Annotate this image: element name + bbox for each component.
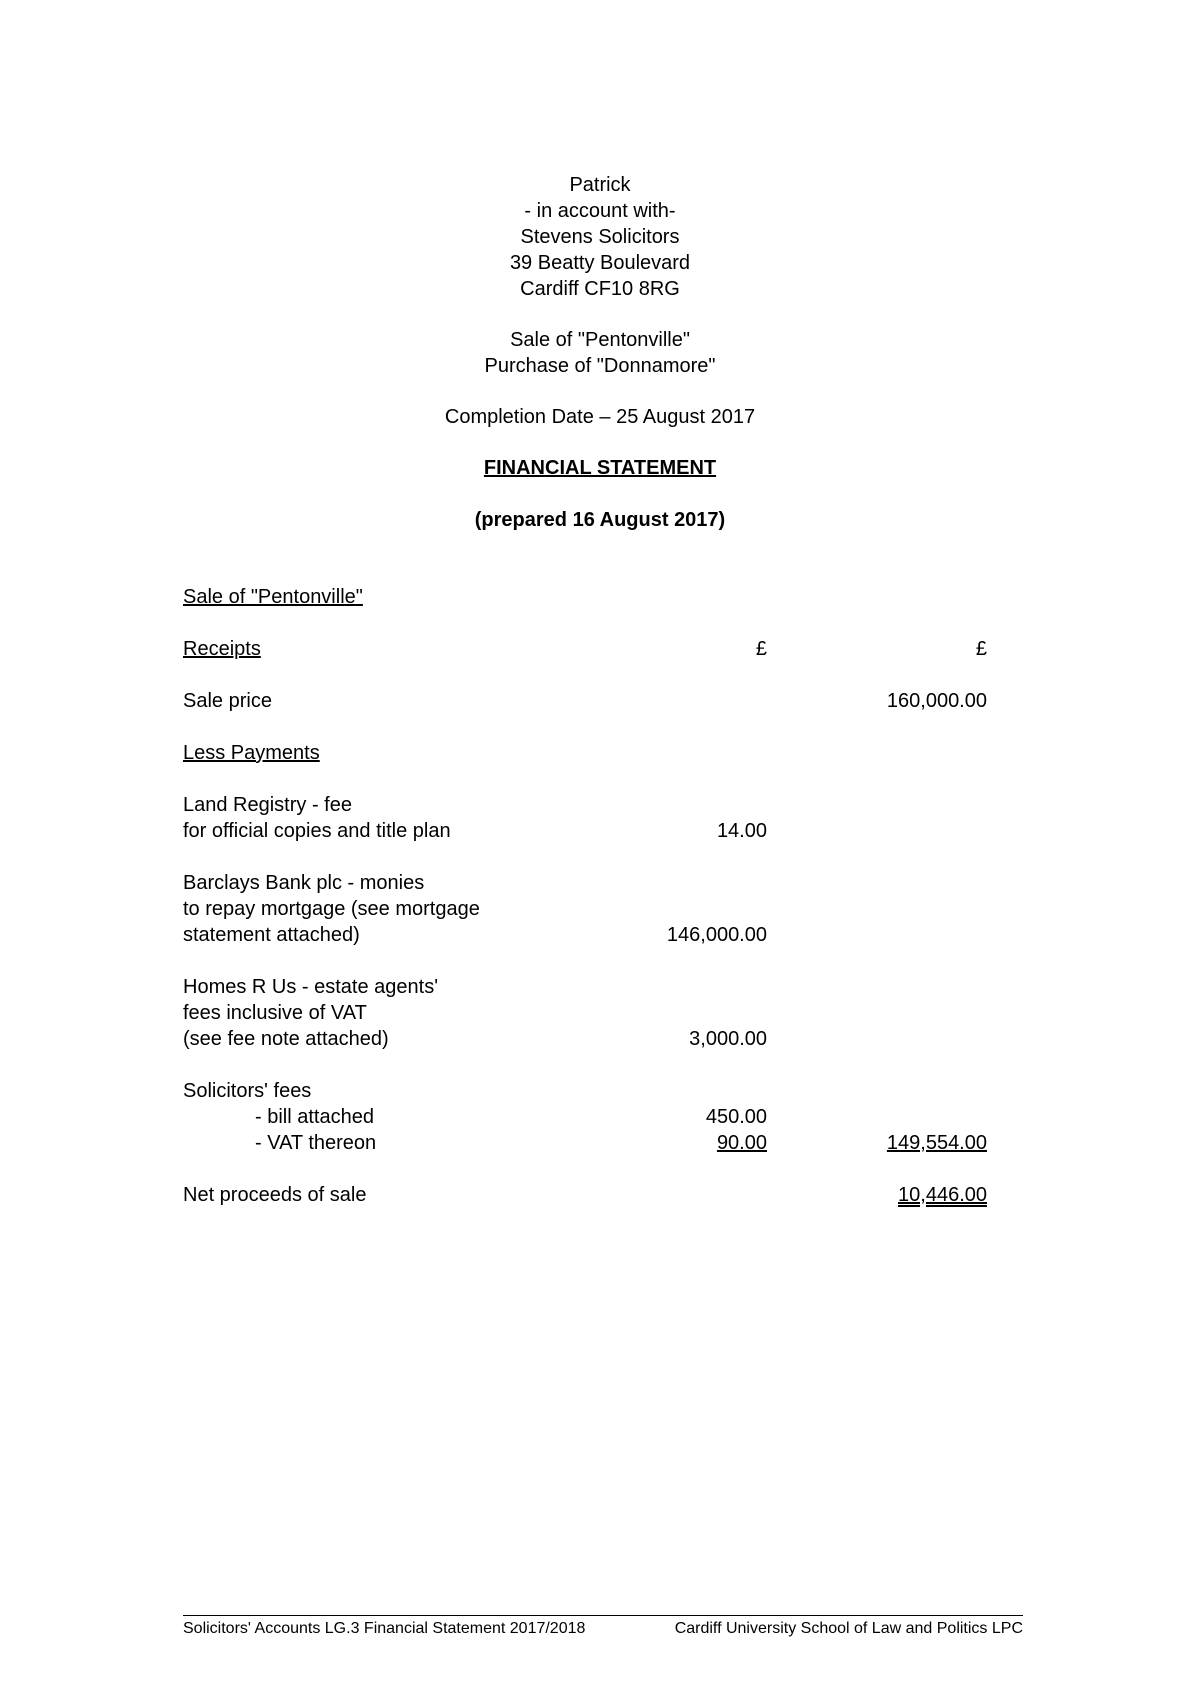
- total-payments-amount: 149,554.00: [886, 1132, 987, 1154]
- land-registry-line2: for official copies and title plan: [183, 820, 451, 842]
- estate-agents-line1: Homes R Us - estate agents': [183, 976, 439, 998]
- section-heading: Sale of "Pentonville": [183, 586, 363, 608]
- land-registry-amount: 14.00: [716, 820, 767, 842]
- footer-right: Cardiff University School of Law and Politics LPC: [674, 1620, 1023, 1637]
- footer-rule: [183, 1615, 1023, 1616]
- firm-address-line1: 39 Beatty Boulevard: [509, 252, 691, 274]
- firm-name: Stevens Solicitors: [520, 226, 680, 248]
- completion-date: Completion Date – 25 August 2017: [444, 406, 756, 428]
- estate-agents-line3: (see fee note attached): [183, 1028, 389, 1050]
- matter-sale: Sale of "Pentonville": [510, 329, 690, 351]
- sale-price-label: Sale price: [183, 690, 272, 712]
- firm-address-line2: Cardiff CF10 8RG: [520, 278, 680, 300]
- statement-title: FINANCIAL STATEMENT: [483, 457, 717, 479]
- sale-price-amount: 160,000.00: [886, 690, 987, 712]
- net-proceeds-amount: 10,446.00: [898, 1184, 987, 1206]
- solicitors-fees-label: Solicitors' fees: [183, 1080, 312, 1102]
- client-name: Patrick: [569, 174, 631, 196]
- barclays-line1: Barclays Bank plc - monies: [183, 872, 425, 894]
- matter-purchase: Purchase of "Donnamore": [484, 355, 716, 377]
- statement-header: [0, 172, 1200, 302]
- estate-agents-line2: fees inclusive of VAT: [183, 1002, 367, 1024]
- vat-amount: 90.00: [716, 1132, 767, 1154]
- in-account-with: - in account with-: [524, 200, 676, 222]
- bill-amount: 450.00: [705, 1106, 767, 1128]
- currency-col2: £: [975, 638, 987, 660]
- matter-block: [0, 327, 1200, 379]
- receipts-heading: Receipts: [183, 638, 261, 660]
- bill-attached-label: - bill attached: [255, 1106, 374, 1128]
- land-registry-line1: Land Registry - fee: [183, 794, 352, 816]
- currency-col1: £: [755, 638, 767, 660]
- barclays-amount: 146,000.00: [666, 924, 767, 946]
- vat-thereon-label: - VAT thereon: [255, 1132, 377, 1154]
- title-block: [0, 455, 1200, 481]
- prepared-block: [0, 507, 1200, 533]
- prepared-date: (prepared 16 August 2017): [474, 509, 726, 531]
- less-payments-heading: Less Payments: [183, 742, 320, 764]
- footer-left: Solicitors' Accounts LG.3 Financial Statement 2017/2018: [183, 1620, 586, 1637]
- estate-agents-amount: 3,000.00: [689, 1028, 767, 1050]
- completion-block: [0, 404, 1200, 430]
- barclays-line2: to repay mortgage (see mortgage: [183, 898, 480, 920]
- net-proceeds-label: Net proceeds of sale: [183, 1184, 367, 1206]
- barclays-line3: statement attached): [183, 924, 360, 946]
